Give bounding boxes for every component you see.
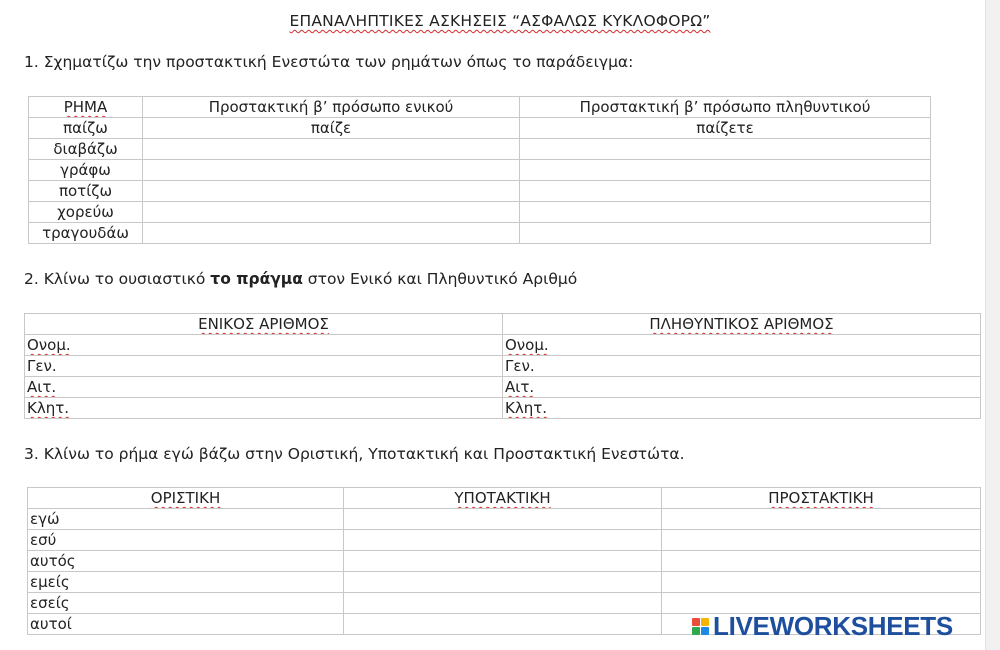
table-row[interactable] (28, 572, 981, 593)
plural-answer-cell: παίζετε (520, 118, 931, 139)
plural-answer-cell[interactable] (520, 139, 931, 160)
imperative-cell[interactable] (662, 530, 981, 551)
singular-case-cell[interactable]: Γεν. (25, 356, 503, 377)
table-header-row (25, 314, 981, 335)
question-2-instruction (24, 270, 577, 288)
verb-cell: χορεύω (29, 202, 143, 223)
logo-square-e (701, 627, 709, 635)
logo-square-i (701, 618, 709, 626)
header-subjunctive: ΥΠΟΤΑΚΤΙΚΗ (344, 488, 662, 509)
imperative-cell[interactable] (662, 572, 981, 593)
subjunctive-cell[interactable] (344, 593, 662, 614)
question-2-text-post: στον Ενικό και Πληθυντικό Αριθμό (302, 270, 578, 288)
singular-answer-cell: παίζε (143, 118, 520, 139)
header-imperative-plural: Προστακτική β’ πρόσωπο πληθυντικού (520, 97, 931, 118)
indicative-cell[interactable]: εσύ (28, 530, 344, 551)
indicative-cell[interactable]: αυτός (28, 551, 344, 572)
table-row (29, 139, 931, 160)
plural-answer-cell[interactable] (520, 202, 931, 223)
logo-text: LIVEWORKSHEETS (713, 610, 953, 641)
subjunctive-cell[interactable] (344, 530, 662, 551)
table-row[interactable] (25, 356, 981, 377)
question-3-instruction: 3. Κλίνω το ρήμα εγώ βάζω στην Οριστική, Υποτακτική και Προστακτική Ενεστώτα. (24, 445, 685, 463)
table-row[interactable] (28, 509, 981, 530)
verb-cell: τραγουδάω (29, 223, 143, 244)
table-row[interactable] (25, 398, 981, 419)
indicative-cell[interactable]: αυτοί (28, 614, 344, 635)
singular-answer-cell[interactable] (143, 160, 520, 181)
table-row[interactable] (28, 530, 981, 551)
table-row (29, 202, 931, 223)
liveworksheets-logo-icon (692, 618, 709, 635)
header-verb: ΡΗΜΑ (29, 97, 143, 118)
singular-case-cell[interactable]: Αιτ. (25, 377, 503, 398)
subjunctive-cell[interactable] (344, 509, 662, 530)
indicative-cell[interactable]: εσείς (28, 593, 344, 614)
table-row[interactable] (28, 551, 981, 572)
question-2-noun: το πράγμα (210, 270, 303, 288)
plural-answer-cell[interactable] (520, 223, 931, 244)
table-header-row (28, 488, 981, 509)
subjunctive-cell[interactable] (344, 551, 662, 572)
question-1-instruction: 1. Σχηματίζω την προστακτική Ενεστώτα των ρημάτων όπως το παράδειγμα: (24, 53, 634, 71)
logo-square-l (692, 618, 700, 626)
plural-case-cell[interactable]: Ονομ. (503, 335, 981, 356)
singular-case-cell[interactable]: Κλητ. (25, 398, 503, 419)
table-row (29, 118, 931, 139)
imperative-cell[interactable] (662, 551, 981, 572)
liveworksheets-logo (692, 611, 953, 641)
header-imperative: ΠΡΟΣΤΑΚΤΙΚΗ (662, 488, 981, 509)
verb-cell: διαβάζω (29, 139, 143, 160)
table-row (29, 223, 931, 244)
logo-square-v (692, 627, 700, 635)
indicative-cell[interactable]: εμείς (28, 572, 344, 593)
table-row[interactable] (25, 377, 981, 398)
indicative-cell[interactable]: εγώ (28, 509, 344, 530)
verb-imperative-table (28, 96, 931, 244)
verb-cell: ποτίζω (29, 181, 143, 202)
verb-cell: γράφω (29, 160, 143, 181)
imperative-cell[interactable] (662, 509, 981, 530)
plural-answer-cell[interactable] (520, 181, 931, 202)
table-row[interactable] (25, 335, 981, 356)
question-2-text-pre: 2. Κλίνω το ουσιαστικό (24, 270, 211, 288)
singular-answer-cell[interactable] (143, 223, 520, 244)
header-imperative-singular: Προστακτική β’ πρόσωπο ενικού (143, 97, 520, 118)
subjunctive-cell[interactable] (344, 614, 662, 635)
singular-case-cell[interactable]: Ονομ. (25, 335, 503, 356)
page-edge (985, 0, 1000, 650)
singular-answer-cell[interactable] (143, 139, 520, 160)
table-row (29, 160, 931, 181)
singular-answer-cell[interactable] (143, 181, 520, 202)
header-plural: ΠΛΗΘΥΝΤΙΚΟΣ ΑΡΙΘΜΟΣ (503, 314, 981, 335)
page-title: ΕΠΑΝΑΛΗΠΤΙΚΕΣ ΑΣΚΗΣΕΙΣ “ΑΣΦΑΛΩΣ ΚΥΚΛΟΦΟΡΩ” (289, 12, 711, 30)
plural-case-cell[interactable]: Γεν. (503, 356, 981, 377)
verb-cell: παίζω (29, 118, 143, 139)
plural-case-cell[interactable]: Αιτ. (503, 377, 981, 398)
plural-answer-cell[interactable] (520, 160, 931, 181)
header-singular: ΕΝΙΚΟΣ ΑΡΙΘΜΟΣ (25, 314, 503, 335)
plural-case-cell[interactable]: Κλητ. (503, 398, 981, 419)
table-row (29, 181, 931, 202)
subjunctive-cell[interactable] (344, 572, 662, 593)
table-header-row (29, 97, 931, 118)
noun-declension-table (24, 313, 981, 419)
singular-answer-cell[interactable] (143, 202, 520, 223)
header-indicative: ΟΡΙΣΤΙΚΗ (28, 488, 344, 509)
